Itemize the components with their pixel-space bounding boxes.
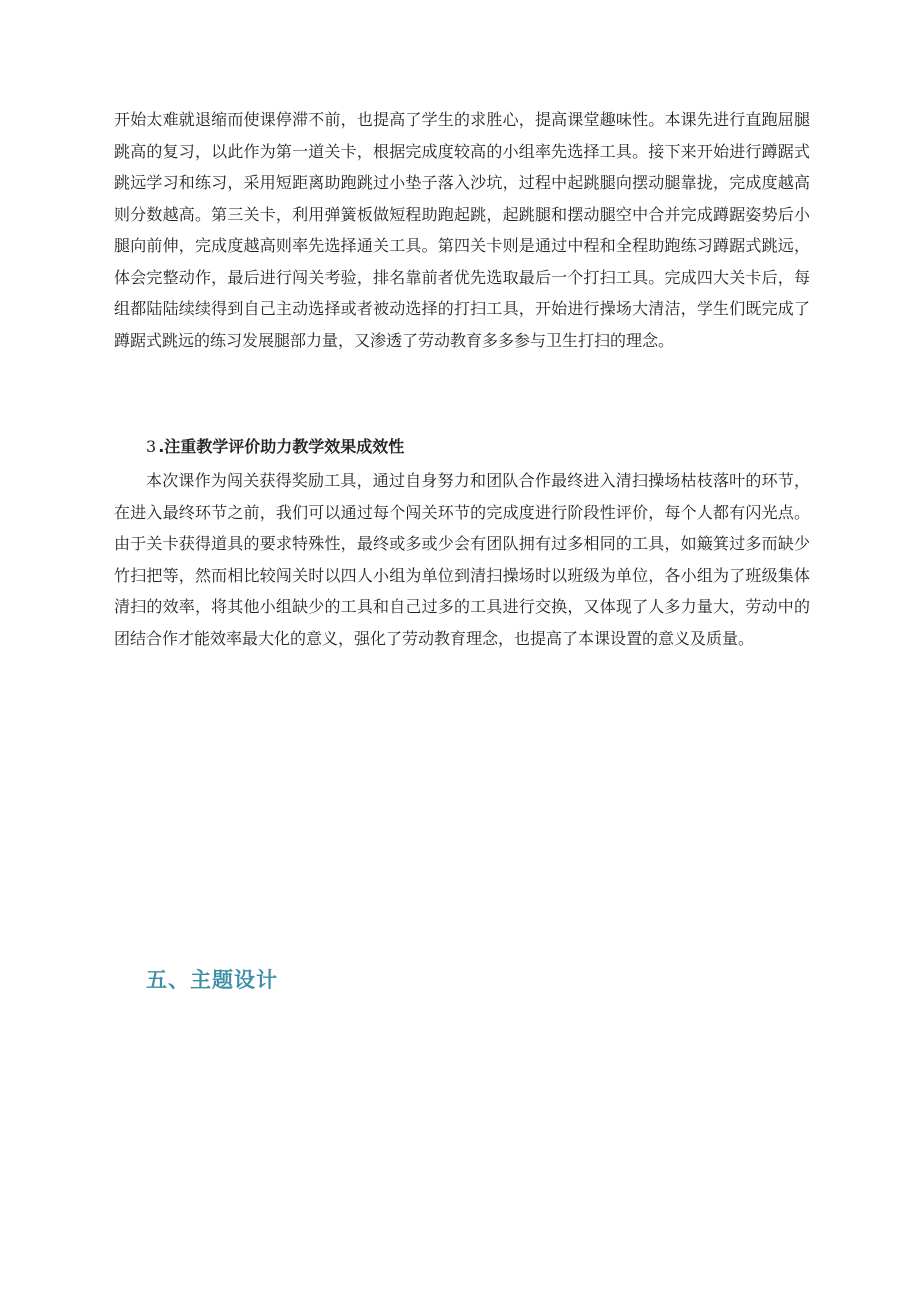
body-paragraph-2: 本次课作为闯关获得奖励工具，通过自身努力和团队合作最终进入清扫操场枯枝落叶的环节，在进入最终环节之前，我们可以通过每个闯关环节的完成度进行阶段性评价，每个人都有闪光点。由于关卡获得道具的要求特殊性，最终或多或少会有团队拥有过多相同的工具，如簸箕过多而缺少竹扫把等，然而相比较闯关时以四人小组为单位到清扫操场时以班级为单位，各小组为了班级集体清扫的效率，将其他小组缺少的工具和自己过多的工具进行交换，又体现了人多力量大，劳动中的团结合作才能效率最大化的意义，强化了劳动教育理念，也提高了本课设置的意义及质量。 [114, 471, 810, 648]
section-title: 五、主题设计 [146, 968, 278, 992]
body-paragraph-1: 开始太难就退缩而使课停滞不前，也提高了学生的求胜心，提高课堂趣味性。本课先进行直跑屈腿跳高的复习，以此作为第一道关卡，根据完成度较高的小组率先选择工具。接下来开始进行蹲踞式跳远学习和练习，采用短距离助跑跳过小垫子落入沙坑，过程中起跳腿向摆动腿靠拢，完成度越高则分数越高。第三关卡，利用弹簧板做短程助跑起跳，起跳腿和摆动腿空中合并完成蹲踞姿势后小腿向前伸，完成度越高则率先选择通关工具。第四关卡则是通过中程和全程助跑练习蹲踞式跳远，体会完整动作，最后进行闯关考验，排名靠前者优先选取最后一个打扫工具。完成四大关卡后，每组都陆陆续续得到自己主动选择或者被动选择的打扫工具，开始进行操场大清洁，学生们既完成了蹲踞式跳远的练习发展腿部力量，又渗透了劳动教育多多参与卫生打扫的理念。 [114, 110, 810, 350]
subheading-3 [146, 431, 404, 462]
subheading-text: .注重教学评价助力教学效果成效性 [158, 437, 405, 456]
subheading-number: 3 [146, 437, 157, 456]
